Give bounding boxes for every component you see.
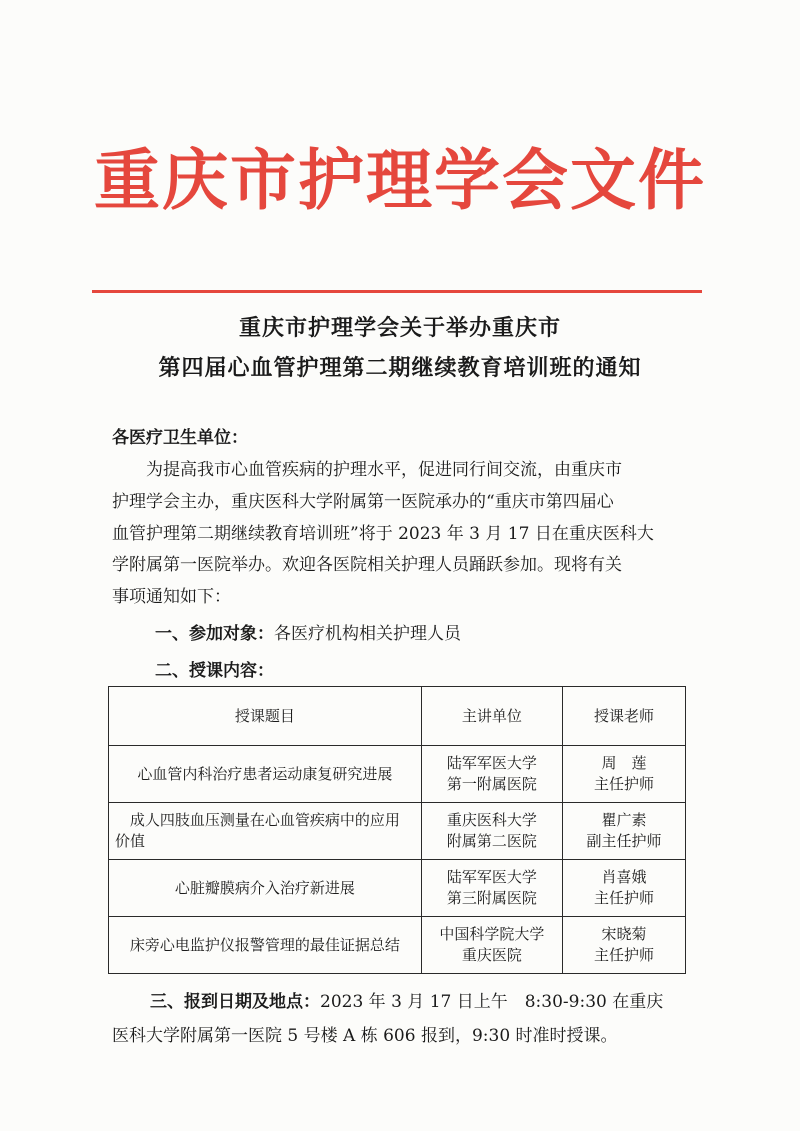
section-content-label: 二、授课内容：: [155, 661, 274, 681]
topic-text: 成人四肢血压测量在心血管疾病中的应用: [129, 811, 400, 829]
body-line: 血管护理第二期继续教育培训班”将于 2023 年 3 月 17 日在重庆医科大: [112, 524, 654, 544]
teacher-name: 周 莲: [601, 754, 647, 772]
table-row: [109, 917, 686, 974]
teacher-cell: [563, 803, 686, 860]
teacher-title: 主任护师: [593, 946, 654, 964]
section-participants-text: 各医疗机构相关护理人员: [274, 624, 461, 644]
header-unit: 主讲单位: [421, 687, 562, 746]
topic-cell: [109, 746, 422, 803]
topic-cell: [109, 917, 422, 974]
teacher-cell: [563, 746, 686, 803]
course-table: [108, 686, 686, 974]
topic-cell: [109, 860, 422, 917]
unit-cell: [421, 746, 562, 803]
unit-text: 重庆医科大学: [446, 811, 537, 829]
teacher-cell: [563, 860, 686, 917]
unit-text: 陆军军医大学: [446, 754, 537, 772]
teacher-name: 瞿广素: [601, 811, 647, 829]
body-line: 护理学会主办，重庆医科大学附属第一医院承办的“重庆市第四届心: [112, 492, 614, 512]
unit-cell: [421, 917, 562, 974]
notice-title-line-2: 第四届心血管护理第二期继续教育培训班的通知: [158, 355, 642, 381]
section-registration: [150, 988, 663, 1016]
section-registration-label: 三、报到日期及地点：: [150, 992, 320, 1012]
topic-text: 心脏瓣膜病介入治疗新进展: [174, 878, 355, 897]
header-teacher: 授课老师: [563, 687, 686, 746]
teacher-title: 主任护师: [593, 775, 654, 793]
section-registration-text-1: 2023 年 3 月 17 日上午 8:30-9:30 在重庆: [320, 992, 664, 1012]
salutation: 各医疗卫生单位：: [112, 428, 248, 448]
unit-text: 陆军军医大学: [446, 868, 537, 886]
table-header-row: [109, 687, 686, 746]
section-participants: [155, 620, 461, 648]
unit-text: 附属第二医院: [446, 832, 537, 850]
teacher-name: 肖喜娥: [601, 868, 647, 886]
topic-text: 床旁心电监护仪报警管理的最佳证据总结: [129, 935, 400, 954]
body-line: 事项通知如下：: [112, 587, 231, 607]
table-row: [109, 803, 686, 860]
notice-title-line-1: 重庆市护理学会关于举办重庆市: [238, 315, 561, 341]
section-registration-text-2: 医科大学附属第一医院 5 号楼 A 栋 606 报到，9:30 时准时授课。: [112, 1026, 618, 1046]
table-row: [109, 746, 686, 803]
unit-text: 中国科学院大学: [439, 925, 545, 943]
document-masthead: 重庆市护理学会文件: [94, 141, 706, 219]
teacher-title: 副主任护师: [586, 832, 662, 850]
body-line: 为提高我市心血管疾病的护理水平，促进同行间交流，由重庆市: [112, 460, 622, 480]
unit-cell: [421, 860, 562, 917]
topic-text: 心血管内科治疗患者运动康复研究进展: [137, 764, 393, 783]
section-participants-label: 一、参加对象：: [155, 624, 274, 644]
topic-text: 价值: [115, 832, 146, 850]
unit-text: 第三附属医院: [446, 889, 537, 907]
unit-cell: [421, 803, 562, 860]
body-line: 学附属第一医院举办。欢迎各医院相关护理人员踊跃参加。现将有关: [112, 555, 622, 575]
header-topic: 授课题目: [109, 687, 422, 746]
topic-cell: [109, 803, 422, 860]
table-row: [109, 860, 686, 917]
masthead-divider: [92, 290, 702, 293]
unit-text: 重庆医院: [461, 946, 522, 964]
teacher-name: 宋晓菊: [601, 925, 647, 943]
unit-text: 第一附属医院: [446, 775, 537, 793]
teacher-cell: [563, 917, 686, 974]
teacher-title: 主任护师: [593, 889, 654, 907]
